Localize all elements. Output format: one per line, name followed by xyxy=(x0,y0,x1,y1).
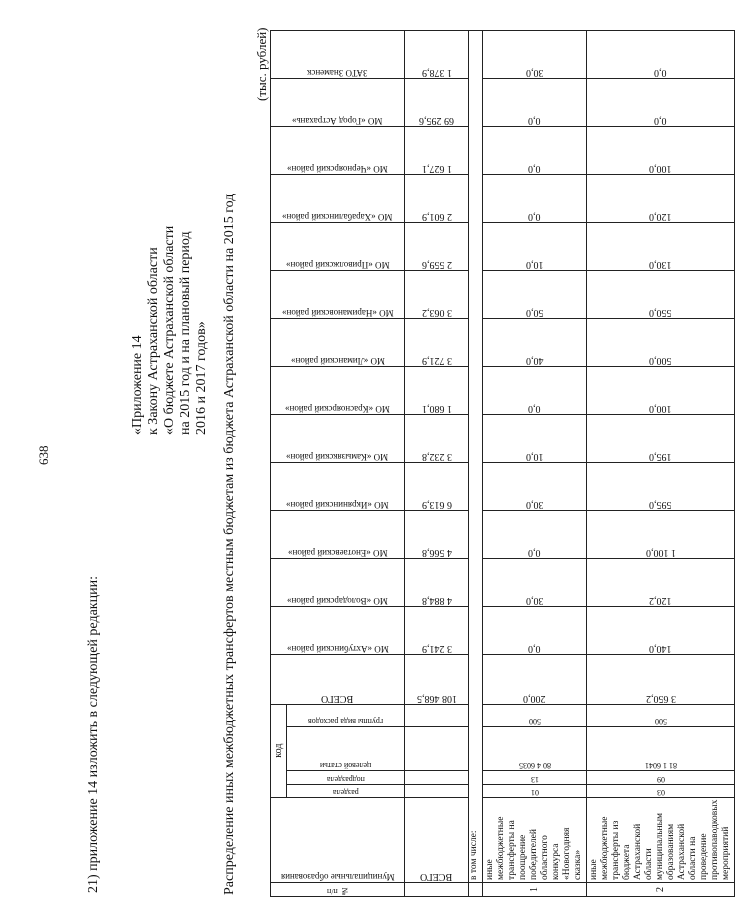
table-row-incl xyxy=(469,30,483,896)
header-podrazdel: подраздела xyxy=(287,770,405,784)
cell-value: 3 721,9 xyxy=(405,318,469,366)
cell xyxy=(405,770,469,784)
header-region: МО «Красноярский район» xyxy=(271,366,405,414)
cell-value: 40,0 xyxy=(483,318,587,366)
cell-vr: 500 xyxy=(483,704,587,726)
cell-value: 0,0 xyxy=(483,174,587,222)
cell-value: 550,0 xyxy=(587,270,735,318)
cell-value: 595,0 xyxy=(587,462,735,510)
cell-value: 1 100,0 xyxy=(587,510,735,558)
cell-cs: 81 1 6041 xyxy=(587,726,735,770)
cell-value: 120,0 xyxy=(587,174,735,222)
cell xyxy=(405,883,469,897)
cell-value: 0,0 xyxy=(587,30,735,78)
cell-value: 4 566,8 xyxy=(405,510,469,558)
cell xyxy=(405,704,469,726)
cell-value: 2 559,6 xyxy=(405,222,469,270)
cell-total: 108 468,5 xyxy=(405,654,469,704)
cell-value: 50,0 xyxy=(483,270,587,318)
cell-value: 500,0 xyxy=(587,318,735,366)
cell-value: 10,0 xyxy=(483,414,587,462)
cell-value: 120,2 xyxy=(587,558,735,606)
header-region: МО «Володарский район» xyxy=(271,558,405,606)
annex-header: «Приложение 14 к Закону Астраханской области «О бюджете Астраханской области на 2015 год и на плановый период 2016 и 2017 годов» xyxy=(130,225,209,435)
header-region: МО «Енотаевский район» xyxy=(271,510,405,558)
header-region: МО «Лиманский район» xyxy=(271,318,405,366)
header-razdel: раздела xyxy=(287,784,405,797)
cell-value: 0,0 xyxy=(483,78,587,126)
cell-value: 100,0 xyxy=(587,126,735,174)
table-row xyxy=(587,30,735,896)
cell-cs: 80 4 6035 xyxy=(483,726,587,770)
cell-value: 195,0 xyxy=(587,414,735,462)
header-region: МО «Икрянинский район» xyxy=(271,462,405,510)
cell-vr: 500 xyxy=(587,704,735,726)
cell-value: 4 884,8 xyxy=(405,558,469,606)
header-region: МО «Харабалинский район» xyxy=(271,174,405,222)
row-num: 1 xyxy=(483,883,587,897)
row-name: иные межбюджетные трансферты из бюджета Астраханской области муниципальным образованиям Астраханской области на проведение противопаводковых мероприятий xyxy=(587,797,735,882)
header-region: МО «Ахтубинский район» xyxy=(271,606,405,654)
table-title: Распределение иных межбюджетных трансфертов местным бюджетам из бюджета Астраханской области на 2015 год xyxy=(222,193,237,895)
header-region: МО «Черноярский район» xyxy=(271,126,405,174)
header-region: МО «Город Астрахань» xyxy=(271,78,405,126)
row-name: иные межбюджетные трансферты на поощрение победителей областного конкурса «Новогодняя сказка» xyxy=(483,797,587,882)
cell-value: 0,0 xyxy=(483,510,587,558)
cell-value: 30,0 xyxy=(483,30,587,78)
cell-value: 1 627,1 xyxy=(405,126,469,174)
cell-value: 30,0 xyxy=(483,462,587,510)
cell-value: 10,0 xyxy=(483,222,587,270)
cell-value: 3 241,9 xyxy=(405,606,469,654)
cell-value: 2 601,9 xyxy=(405,174,469,222)
page-number: 638 xyxy=(36,445,51,465)
header-code: код xyxy=(271,704,287,797)
header-num: № п/п xyxy=(271,883,405,897)
cell-value: 100,0 xyxy=(587,366,735,414)
table-row xyxy=(483,30,587,896)
cell-value: 6 613,9 xyxy=(405,462,469,510)
cell-value: 0,0 xyxy=(483,606,587,654)
cell-value: 30,0 xyxy=(483,558,587,606)
header-vr: группы вида расходов xyxy=(287,704,405,726)
cell-value: 0,0 xyxy=(587,78,735,126)
cell-value: 69 295,6 xyxy=(405,78,469,126)
cell-podrazdel: 13 xyxy=(483,770,587,784)
intro-text: 21) приложение 14 изложить в следующей редакции: xyxy=(86,576,101,893)
cell-value: 0,0 xyxy=(483,366,587,414)
table-row-total xyxy=(405,30,469,896)
header-region: МО «Камызякский район» xyxy=(271,414,405,462)
cell-total: 200,0 xyxy=(483,654,587,704)
header-region: ЗАТО Знаменск xyxy=(271,30,405,78)
header-region: МО «Приволжский район» xyxy=(271,222,405,270)
cell-podrazdel: 09 xyxy=(587,770,735,784)
incl-label: в том числе: xyxy=(469,30,483,882)
cell: ВСЕГО xyxy=(405,797,469,882)
header-mo: Муниципальные образования xyxy=(271,797,405,882)
header-region: МО «Наримановский район» xyxy=(271,270,405,318)
cell-value: 0,0 xyxy=(483,126,587,174)
cell xyxy=(469,883,483,897)
cell-value: 1 680,1 xyxy=(405,366,469,414)
cell-razdel: 01 xyxy=(483,784,587,797)
cell-value: 1 378,9 xyxy=(405,30,469,78)
header-total: ВСЕГО xyxy=(271,654,405,704)
cell-value: 3 232,8 xyxy=(405,414,469,462)
row-num: 2 xyxy=(587,883,735,897)
cell-total: 3 650,2 xyxy=(587,654,735,704)
cell xyxy=(405,784,469,797)
cell-value: 3 063,2 xyxy=(405,270,469,318)
cell-razdel: 03 xyxy=(587,784,735,797)
cell xyxy=(405,726,469,770)
cell-value: 130,0 xyxy=(587,222,735,270)
transfers-table xyxy=(270,30,735,897)
cell-value: 140,0 xyxy=(587,606,735,654)
header-cs: целевой статьи xyxy=(287,726,405,770)
units-label: (тыс. рублей) xyxy=(254,27,269,101)
